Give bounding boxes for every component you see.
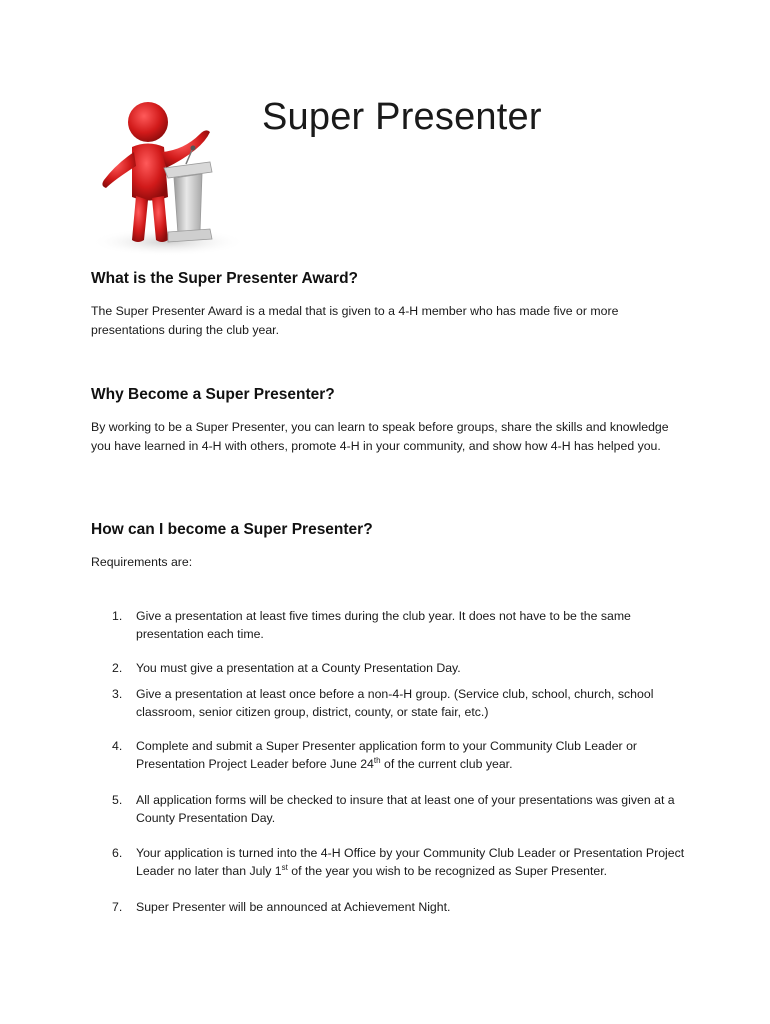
requirement-text: All application forms will be checked to insure that at least one of your presentations was given at a County Presentation Day. (136, 793, 675, 825)
requirement-text-after: of the current club year. (380, 756, 513, 771)
section-body-what-is: The Super Presenter Award is a medal that is given to a 4-H member who has made five or more presentations during the club year. (91, 304, 619, 337)
requirement-number: 3. (112, 687, 123, 701)
section-heading-why: Why Become a Super Presenter? (91, 386, 335, 403)
requirement-number: 2. (112, 661, 123, 675)
requirement-text: Give a presentation at least five times during the club year. It does not have to be the same presentation each time. (136, 609, 631, 641)
ordinal-suffix: th (373, 755, 381, 765)
requirement-number: 4. (112, 739, 123, 753)
requirement-number: 5. (112, 793, 123, 807)
requirement-number: 7. (112, 900, 123, 914)
presenter-illustration (88, 92, 254, 258)
requirement-text-before: Your application is turned into the 4-H Office by your Community Club Leader or Presentation Project Leader no later than July 1 (136, 846, 685, 878)
requirement-text: You must give a presentation at a County Presentation Day. (136, 661, 461, 675)
requirement-number: 6. (112, 846, 123, 860)
section-heading-how: How can I become a Super Presenter? (91, 521, 373, 538)
requirement-text: Give a presentation at least once before a non-4-H group. (Service club, school, church, school classroom, senior citizen group, district, county, or state fair, etc.) (136, 687, 654, 719)
document-title: Super Presenter (262, 96, 542, 138)
requirement-text (136, 845, 691, 880)
requirement-text: Super Presenter will be announced at Achievement Night. (136, 900, 451, 914)
section-heading-what-is: What is the Super Presenter Award? (91, 270, 359, 287)
requirement-text (136, 738, 691, 773)
section-body-why: By working to be a Super Presenter, you can learn to speak before groups, share the skills and knowledge you have learned in 4-H with others, promote 4-H in your community, and show how 4-H has helped you. (91, 420, 669, 453)
requirement-number: 1. (112, 609, 123, 623)
section-body-how: Requirements are: (91, 555, 193, 569)
requirement-text-after: of the year you wish to be recognized as Super Presenter. (287, 863, 608, 878)
requirement-text-before: Complete and submit a Super Presenter application form to your Community Club Leader or Presentation Project Leader before June 24 (136, 739, 638, 771)
ordinal-suffix: st (281, 862, 288, 872)
